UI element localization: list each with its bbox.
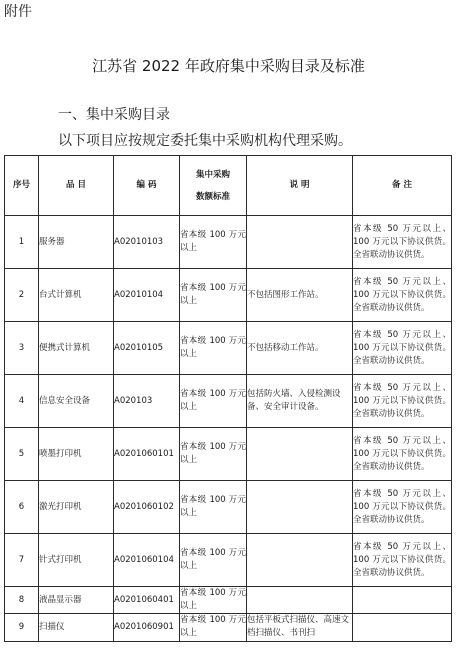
procurement-table bbox=[4, 155, 452, 642]
section-heading: 一、集中采购目录 bbox=[58, 107, 170, 123]
cell-limit: 省本级 100 万元以上 bbox=[180, 216, 247, 269]
cell-desc: 包括防火墙、入侵检测设备、安全审计设备。 bbox=[247, 375, 353, 428]
cell-remark: 省本级 50 万元以上、100 万元以下协议供货。全省联动协议供货。 bbox=[353, 269, 452, 322]
header-code: 编 码 bbox=[114, 156, 180, 216]
cell-limit: 省本级 100 万元以上 bbox=[180, 481, 247, 534]
header-limit-line1: 集中采购 bbox=[195, 169, 230, 180]
cell-no: 7 bbox=[5, 534, 39, 587]
cell-desc bbox=[247, 216, 353, 269]
table-header-row bbox=[5, 156, 452, 216]
cell-limit: 省本级 100 万元以上 bbox=[180, 587, 247, 614]
cell-item: 激光打印机 bbox=[39, 481, 114, 534]
cell-item: 便携式计算机 bbox=[39, 322, 114, 375]
cell-item: 扫描仪 bbox=[39, 614, 114, 642]
cell-remark: 省本级 50 万元以上、100 万元以下协议供货。全省联动协议供货。 bbox=[353, 534, 452, 587]
document-title: 江苏省 2022 年政府集中采购目录及标准 bbox=[92, 57, 365, 75]
header-remark: 备 注 bbox=[353, 156, 452, 216]
cell-code: A0201060102 bbox=[114, 481, 180, 534]
header-limit-line2: 数额标准 bbox=[195, 191, 230, 202]
cell-remark: 省本级 50 万元以上、100 万元以下协议供货。全省联动协议供货。 bbox=[353, 481, 452, 534]
table-row bbox=[5, 534, 452, 587]
cell-code: A02010103 bbox=[114, 216, 180, 269]
cell-no: 2 bbox=[5, 269, 39, 322]
table-row bbox=[5, 428, 452, 481]
cell-remark: 省本级 50 万元以上、100 万元以下协议供货。全省联动协议供货。 bbox=[353, 375, 452, 428]
table-row bbox=[5, 587, 452, 614]
cell-desc bbox=[247, 428, 353, 481]
table-row bbox=[5, 614, 452, 642]
cell-desc: 不包括移动工作站。 bbox=[247, 322, 353, 375]
table-row bbox=[5, 375, 452, 428]
cell-desc: 包括平板式扫描仪、高速文档扫描仪、书刊扫 bbox=[247, 614, 353, 642]
cell-remark: 省本级 50 万元以上、100 万元以下协议供货。全省联动协议供货。 bbox=[353, 216, 452, 269]
cell-limit: 省本级 100 万元以上 bbox=[180, 534, 247, 587]
table-row bbox=[5, 322, 452, 375]
cell-code: A0201060401 bbox=[114, 587, 180, 614]
cell-item: 针式打印机 bbox=[39, 534, 114, 587]
cell-remark: 省本级 50 万元以上、100 万元以下协议供货。全省联动协议供货。 bbox=[353, 428, 452, 481]
cell-code: A0201060101 bbox=[114, 428, 180, 481]
header-no: 序号 bbox=[5, 156, 39, 216]
cell-limit: 省本级 100 万元以上 bbox=[180, 375, 247, 428]
table-row bbox=[5, 216, 452, 269]
cell-no: 6 bbox=[5, 481, 39, 534]
table-row bbox=[5, 481, 452, 534]
cell-code: A020103 bbox=[114, 375, 180, 428]
cell-code: A0201060104 bbox=[114, 534, 180, 587]
table-row bbox=[5, 269, 452, 322]
cell-limit: 省本级 100 万元以上 bbox=[180, 428, 247, 481]
cell-desc bbox=[247, 481, 353, 534]
cell-code: A0201060901 bbox=[114, 614, 180, 642]
cell-no: 5 bbox=[5, 428, 39, 481]
header-item: 品 目 bbox=[39, 156, 114, 216]
attachment-label: 附件 bbox=[4, 4, 32, 20]
cell-no: 9 bbox=[5, 614, 39, 642]
cell-code: A02010105 bbox=[114, 322, 180, 375]
cell-no: 1 bbox=[5, 216, 39, 269]
cell-no: 3 bbox=[5, 322, 39, 375]
cell-remark: 省本级 50 万元以上、100 万元以下协议供货。全省联动协议供货。 bbox=[353, 322, 452, 375]
cell-limit: 省本级 100 万元以上 bbox=[180, 614, 247, 642]
cell-limit: 省本级 100 万元以上 bbox=[180, 322, 247, 375]
cell-remark bbox=[353, 587, 452, 614]
cell-item: 台式计算机 bbox=[39, 269, 114, 322]
intro-paragraph: 以下项目应按规定委托集中采购机构代理采购。 bbox=[58, 133, 352, 149]
cell-limit: 省本级 100 万元以上 bbox=[180, 269, 247, 322]
cell-code: A02010104 bbox=[114, 269, 180, 322]
header-desc: 说 明 bbox=[247, 156, 353, 216]
cell-item: 液晶显示器 bbox=[39, 587, 114, 614]
cell-remark bbox=[353, 614, 452, 642]
cell-item: 服务器 bbox=[39, 216, 114, 269]
cell-desc: 不包括图形工作站。 bbox=[247, 269, 353, 322]
cell-no: 8 bbox=[5, 587, 39, 614]
cell-item: 喷墨打印机 bbox=[39, 428, 114, 481]
cell-desc bbox=[247, 587, 353, 614]
header-limit bbox=[180, 156, 247, 216]
cell-item: 信息安全设备 bbox=[39, 375, 114, 428]
cell-desc bbox=[247, 534, 353, 587]
cell-no: 4 bbox=[5, 375, 39, 428]
